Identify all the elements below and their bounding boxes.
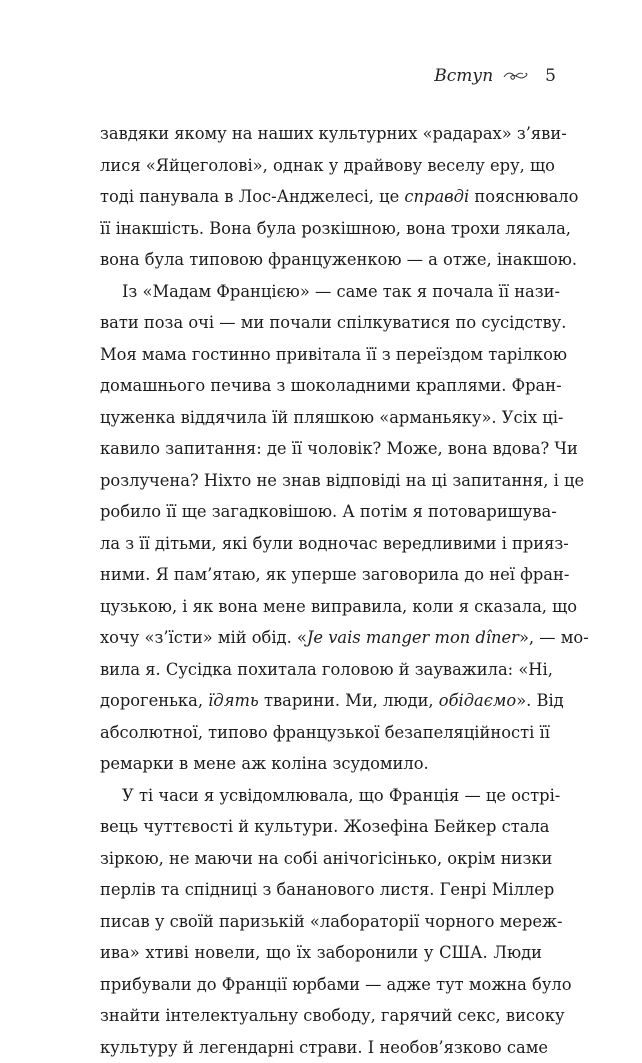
italic-run: їдять — [208, 691, 259, 710]
text-run: розлучена? Ніхто не знав відповіді на ці запитання, і це — [100, 471, 584, 490]
body-text — [100, 118, 542, 1063]
text-line — [100, 276, 542, 308]
text-line — [100, 559, 542, 591]
text-line — [100, 748, 542, 780]
text-run: тварини. Ми, люди, — [259, 691, 439, 710]
text-run: пояснювало — [469, 187, 578, 206]
text-run: ними. Я пам’ятаю, як уперше заговорила до неї фран- — [100, 565, 569, 584]
text-line — [100, 213, 542, 245]
text-line — [100, 685, 542, 717]
text-run: робило її ще загадковішою. А потім я потоваришува- — [100, 502, 557, 521]
text-run: дорогенька, — [100, 691, 208, 710]
text-line — [100, 1000, 542, 1032]
text-run: культуру й легендарні страви. І необов’язково саме — [100, 1038, 548, 1057]
text-line — [100, 874, 542, 906]
text-line — [100, 118, 542, 150]
text-line — [100, 244, 542, 276]
text-run: ла з її дітьми, які були водночас вередливими і прияз- — [100, 534, 569, 553]
text-line — [100, 591, 542, 623]
running-head — [434, 66, 556, 86]
italic-run: справді — [404, 187, 469, 206]
text-line — [100, 1032, 542, 1063]
text-line — [100, 937, 542, 969]
text-line — [100, 181, 542, 213]
text-run: вати поза очі — ми почали спілкуватися по сусідству. — [100, 313, 566, 332]
text-line — [100, 622, 542, 654]
italic-run: Je vais manger mon dîner — [307, 628, 519, 647]
text-line — [100, 433, 542, 465]
text-run: завдяки якому на наших культурних «радарах» з’яви- — [100, 124, 567, 143]
text-run: хочу «з’їсти» мій обід. « — [100, 628, 307, 647]
text-run: ремарки в мене аж коліна зсудомило. — [100, 754, 429, 773]
text-run: її інакшість. Вона була розкішною, вона трохи лякала, — [100, 219, 571, 238]
text-line — [100, 307, 542, 339]
text-line — [100, 528, 542, 560]
text-line — [100, 339, 542, 371]
text-line — [100, 465, 542, 497]
text-line — [100, 654, 542, 686]
text-run: кавило запитання: де її чоловік? Може, вона вдова? Чи — [100, 439, 578, 458]
text-line — [100, 150, 542, 182]
text-run: вець чуттєвості й культури. Жозефіна Бейкер стала — [100, 817, 550, 836]
section-title: Вступ — [434, 66, 493, 86]
text-run: тоді панувала в Лос-Анджелесі, це — [100, 187, 404, 206]
text-line — [100, 402, 542, 434]
text-run: ива» хтиві новели, що їх заборонили у США. Люди — [100, 943, 542, 962]
text-run: Із «Мадам Францією» — саме так я почала її нази- — [122, 282, 560, 301]
text-run: вила я. Сусідка похитала головою й зауважила: «Ні, — [100, 660, 553, 679]
text-line — [100, 780, 542, 812]
text-run: знайти інтелектуальну свободу, гарячий секс, високу — [100, 1006, 565, 1025]
text-run: Моя мама гостинно привітала її з переїздом тарілкою — [100, 345, 567, 364]
text-run: абсолютної, типово французької безапеляційності її — [100, 723, 550, 742]
page-number: 5 — [545, 66, 556, 86]
text-run: лися «Яйцеголові», однак у драйвову веселу еру, що — [100, 156, 555, 175]
text-run: домашнього печива з шоколадними краплями. Фран- — [100, 376, 562, 395]
text-line — [100, 811, 542, 843]
text-line — [100, 496, 542, 528]
text-run: У ті часи я усвідомлювала, що Франція — це острі- — [122, 786, 560, 805]
text-run: цуженка віддячила їй пляшкою «арманьяку». Усіх ці- — [100, 408, 563, 427]
paragraph — [100, 118, 542, 276]
flourish-icon — [503, 70, 529, 82]
paragraph — [100, 276, 542, 780]
italic-run: обідаємо — [439, 691, 516, 710]
text-line — [100, 906, 542, 938]
paragraph — [100, 780, 542, 1063]
text-run: цузькою, і як вона мене виправила, коли я сказала, що — [100, 597, 577, 616]
text-run: ». Від — [516, 691, 564, 710]
text-line — [100, 843, 542, 875]
text-line — [100, 969, 542, 1001]
text-line — [100, 717, 542, 749]
text-line — [100, 370, 542, 402]
text-run: перлів та спідниці з бананового листя. Генрі Міллер — [100, 880, 554, 899]
text-run: вона була типовою француженкою — а отже, інакшою. — [100, 250, 577, 269]
text-run: прибували до Франції юрбами — адже тут можна було — [100, 975, 572, 994]
text-run: », — мо- — [519, 628, 589, 647]
text-run: зіркою, не маючи на собі анічогісінько, окрім низки — [100, 849, 552, 868]
text-run: писав у своїй паризькій «лабораторії чорного мереж- — [100, 912, 562, 931]
